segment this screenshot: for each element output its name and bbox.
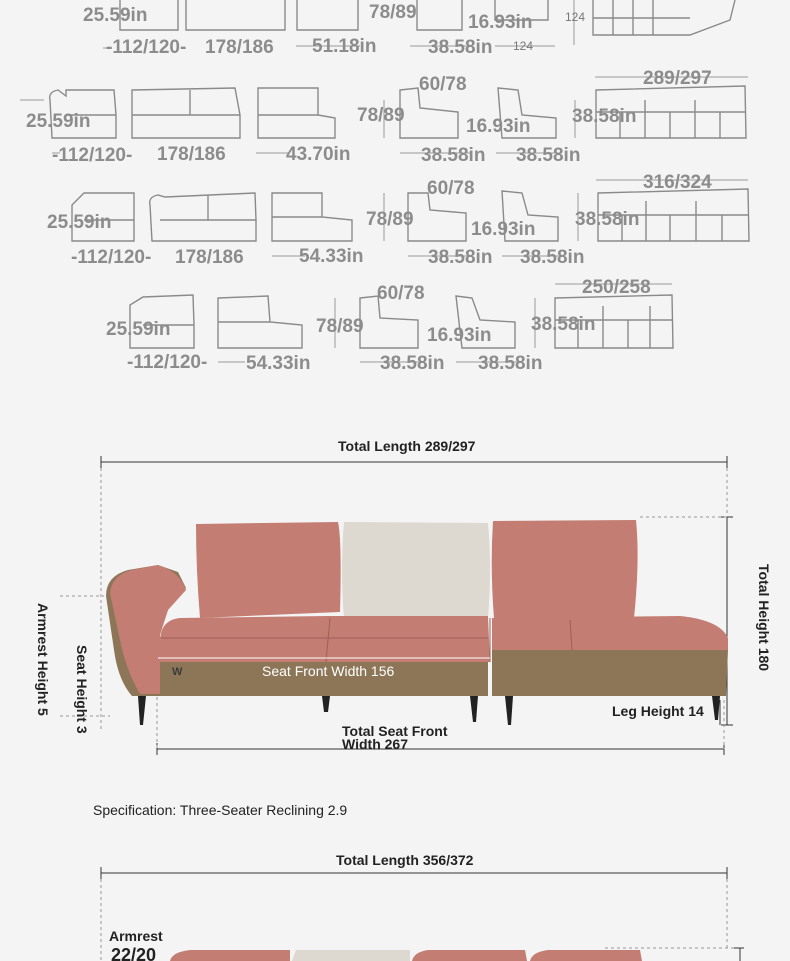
c3-middle-width: 178/186 — [175, 247, 244, 268]
c1-armrest-width: -112/120- — [106, 37, 187, 58]
c3-armrest-height: 25.59in — [47, 212, 112, 233]
c1-small-width: 124 — [513, 39, 534, 53]
c1-middle-width: 178/186 — [205, 37, 274, 58]
c3-recliner-width-2: 38.58in — [520, 247, 585, 268]
c4-armrest-width: -112/120- — [127, 352, 208, 373]
c3-recliner-width: 38.58in — [428, 247, 493, 268]
c1-depth: 78/89 — [369, 2, 417, 23]
c4-total-length: 250/258 — [582, 277, 651, 298]
seat-front-width-label: Seat Front Width 156 — [262, 663, 395, 679]
outline-diagrams — [0, 0, 790, 400]
c2-side-width: 38.58in — [572, 106, 637, 127]
c2-middle-width: 178/186 — [157, 144, 226, 165]
total-seat-front-label-1: Total Seat Front — [342, 723, 448, 739]
leg-height-label: Leg Height 14 — [612, 703, 704, 719]
c2-armrest-width: -112/120- — [52, 145, 133, 166]
c3-depth: 78/89 — [366, 209, 414, 230]
second-armrest-label: Armrest — [109, 928, 163, 944]
total-seat-front-label-2: Width 267 — [342, 736, 408, 752]
c4-recliner-width: 38.58in — [380, 353, 445, 374]
c4-armrest-height: 25.59in — [106, 319, 171, 340]
c3-chaise-width: 54.33in — [299, 246, 364, 267]
total-height-label: Total Height 180 — [756, 564, 772, 672]
c1-recliner-width: 38.58in — [428, 37, 493, 58]
c4-seat-height: 16.93in — [427, 325, 492, 346]
c1-depth-small: 124 — [565, 10, 586, 24]
second-total-length-label: Total Length 356/372 — [336, 852, 474, 868]
c3-seat-height: 16.93in — [471, 219, 536, 240]
c3-armrest-width: -112/120- — [71, 247, 152, 268]
c2-recliner-width: 38.58in — [421, 145, 486, 166]
c1-chaise-width: 51.18in — [312, 36, 377, 57]
c1-armrest-height: 25.59in — [83, 5, 148, 26]
c2-recliner-width-2: 38.58in — [516, 145, 581, 166]
c2-recline: 60/78 — [419, 74, 467, 95]
c4-side-width: 38.58in — [531, 314, 596, 335]
c2-chaise-width: 43.70in — [286, 144, 351, 165]
c3-side-width: 38.58in — [575, 209, 640, 230]
c2-total-length: 289/297 — [643, 68, 712, 89]
c4-recliner-width-2: 38.58in — [478, 353, 543, 374]
c2-depth: 78/89 — [357, 105, 405, 126]
seat-height-label: Seat Height 3 — [74, 645, 90, 734]
second-armrest-value: 22/20 — [111, 945, 157, 961]
c3-total-length: 316/324 — [643, 172, 712, 193]
brand-logo: W — [172, 666, 183, 678]
c4-depth: 78/89 — [316, 316, 364, 337]
c4-recline: 60/78 — [377, 283, 425, 304]
c2-seat-height: 16.93in — [466, 116, 531, 137]
sofa-dimension-figure — [0, 400, 790, 800]
specification-caption: Specification: Three-Seater Reclining 2.9 — [93, 802, 348, 818]
c1-seat-height: 16.93in — [468, 12, 533, 33]
second-dimension-figure — [0, 840, 790, 961]
c3-recline: 60/78 — [427, 178, 475, 199]
armrest-height-label: Armrest Height 5 — [35, 603, 51, 716]
c2-armrest-height: 25.59in — [26, 111, 91, 132]
c4-chaise-width: 54.33in — [246, 353, 311, 374]
total-length-label: Total Length 289/297 — [338, 438, 476, 454]
